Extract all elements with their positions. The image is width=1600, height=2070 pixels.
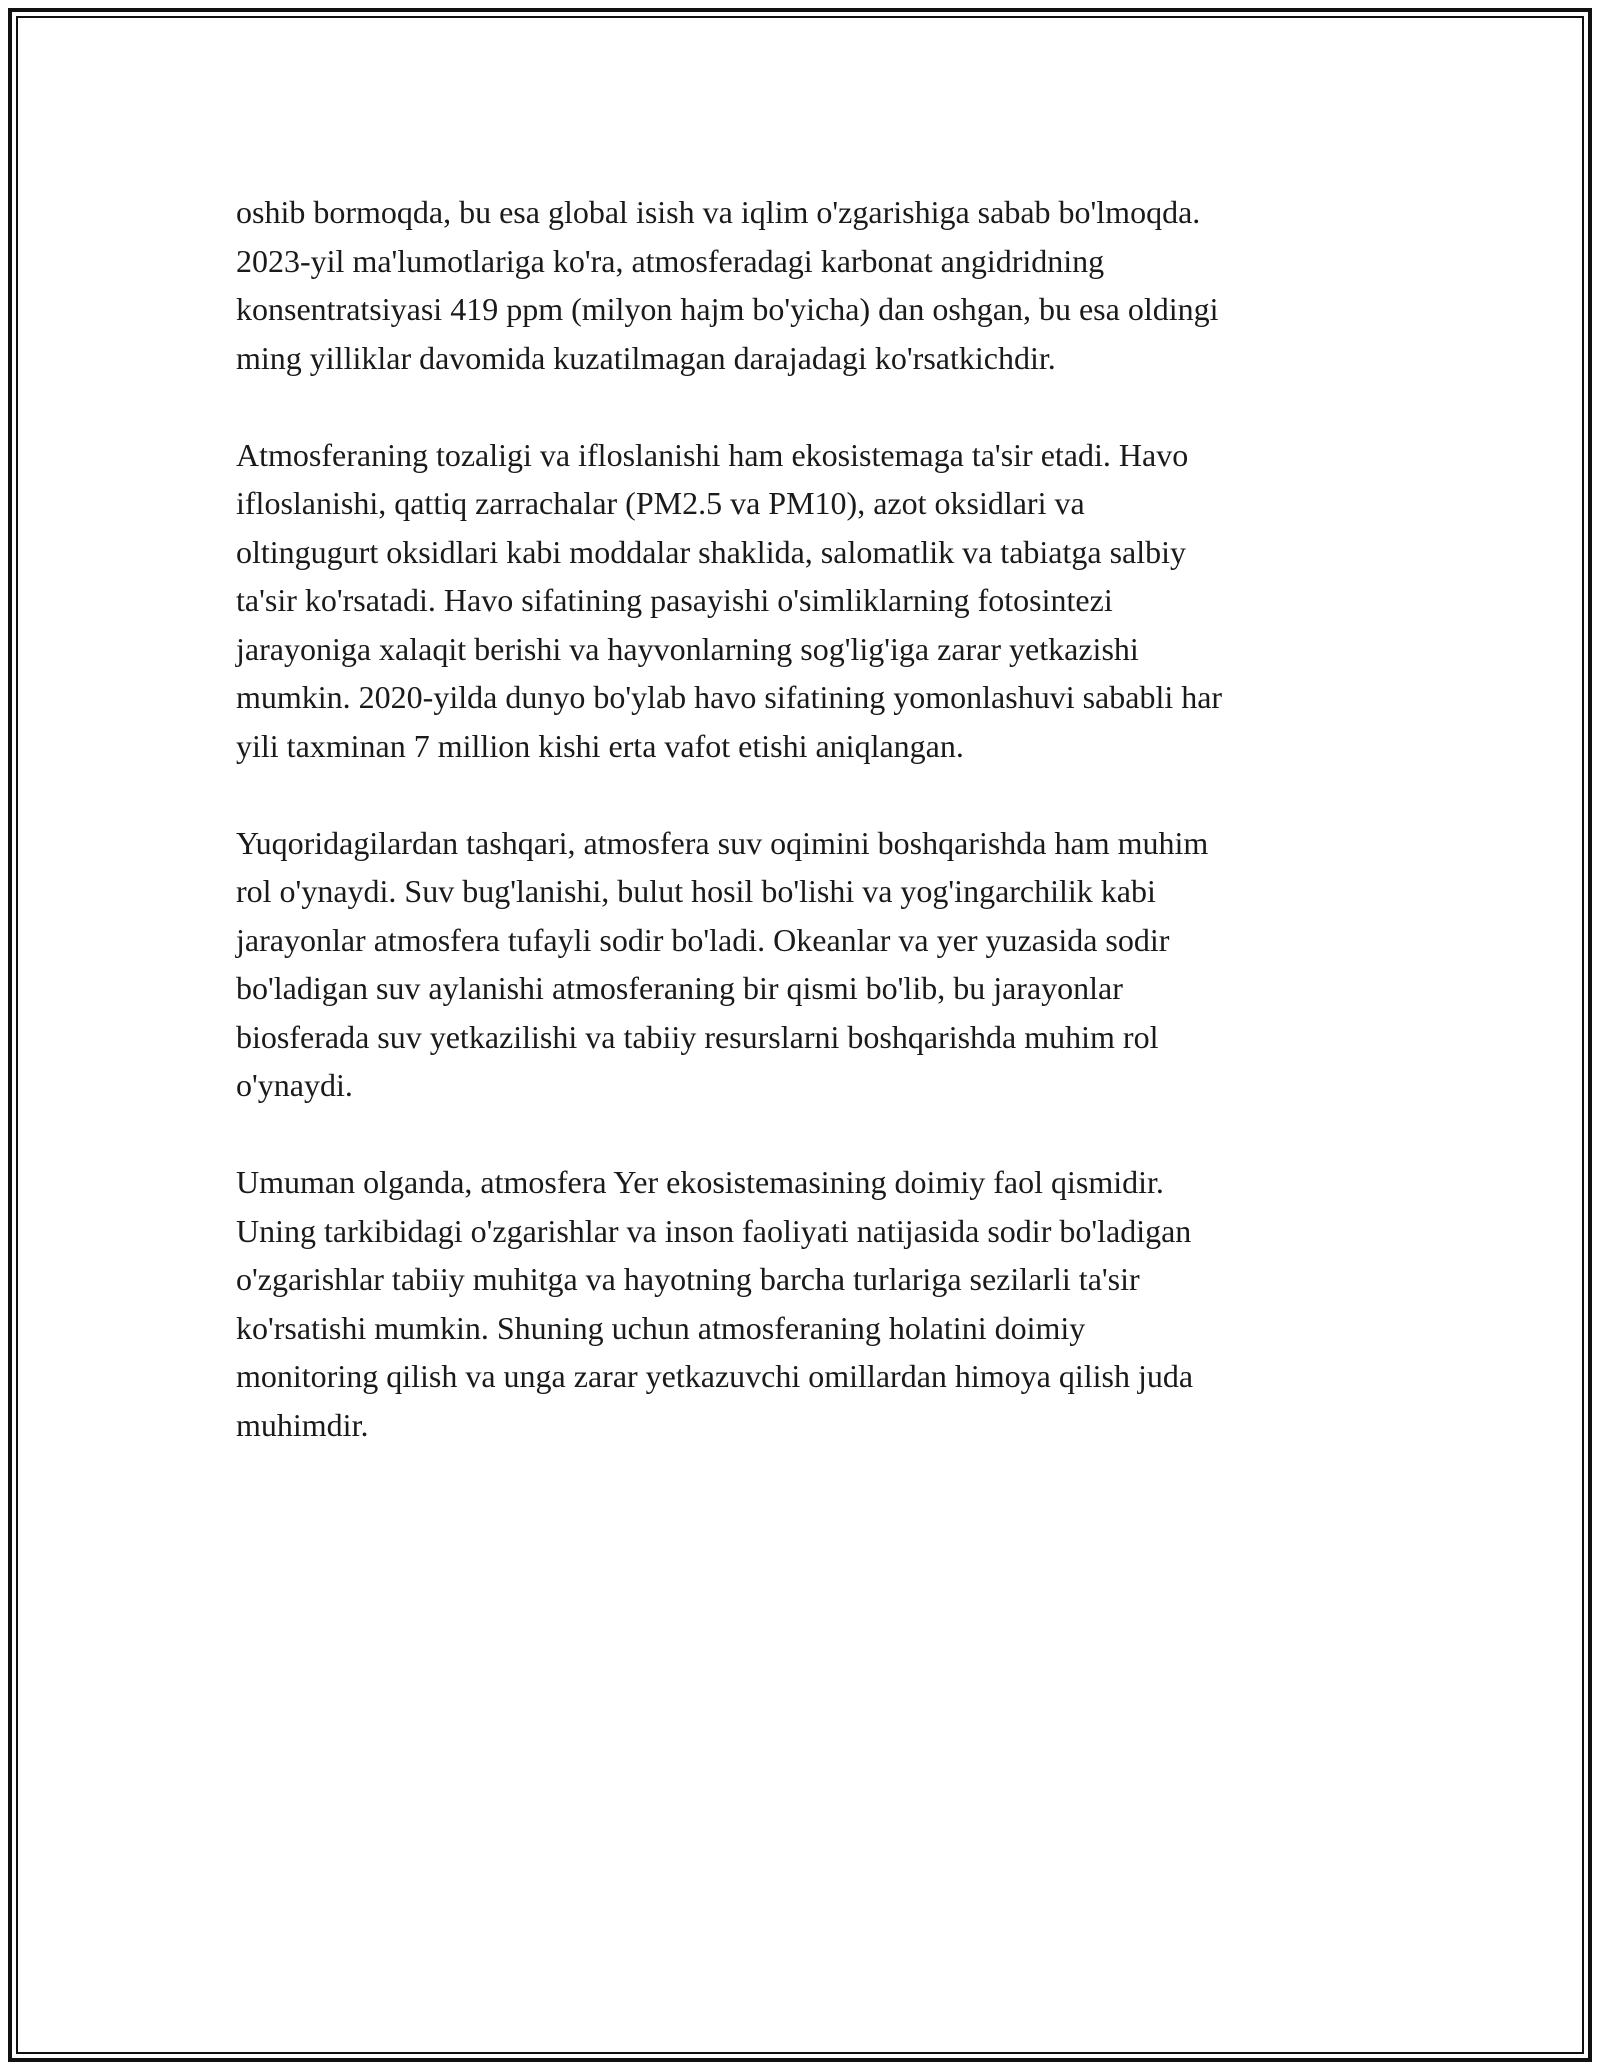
paragraph-water-cycle: Yuqoridagilardan tashqari, atmosfera suv oqimini boshqarishda ham muhim rol o'ynaydi. Suv bug'lanishi, bulut hosil bo'lishi va yog'ingarchilik kabi jarayonlar atmosfera tufayli sodir bo'ladi. Okeanlar va yer yuzasida sodir bo'ladigan suv aylanishi atmosferaning bir qismi bo'lib, bu jarayonlar biosferada suv yetkazilishi va tabiiy resurslarni boshqarishda muhim rol o'ynaydi. [236, 824, 1209, 1103]
document-body [236, 188, 1376, 1498]
paragraph-conclusion: Umuman olganda, atmosfera Yer ekosistemasining doimiy faol qismidir. Uning tarkibidagi o'zgarishlar va inson faoliyati natijasida sodir bo'ladigan o'zgarishlar tabiiy muhitga va hayotning barcha turlariga sezilarli ta'sir ko'rsatishi mumkin. Shuning uchun atmosferaning holatini doimiy monitoring qilish va unga zarar yetkazuvchi omillardan himoya qilish juda muhimdir. [236, 1164, 1194, 1443]
paragraph-air-pollution: Atmosferaning tozaligi va ifloslanishi ham ekosistemaga ta'sir etadi. Havo ifloslanishi, qattiq zarrachalar (PM2.5 va PM10), azot oksidlari va oltingugurt oksidlari kabi moddalar shaklida, salomatlik va tabiatga salbiy ta'sir ko'rsatadi. Havo sifatining pasayishi o'simliklarning fotosintezi jarayoniga xalaqit berishi va hayvonlarning sog'lig'iga zarar yetkazishi mumkin. 2020-yilda dunyo bo'ylab havo sifatining yomonlashuvi sababli har yili taxminan 7 million kishi erta vafot etishi aniqlangan. [236, 436, 1223, 764]
paragraph-co2-concentration: oshib bormoqda, bu esa global isish va iqlim o'zgarishiga sabab bo'lmoqda. 2023-yil ma'lumotlariga ko'ra, atmosferadagi karbonat angidridning konsentratsiyasi 419 ppm (milyon hajm bo'yicha) dan oshgan, bu esa oldingi ming yilliklar davomida kuzatilmagan darajadagi ko'rsatkichdir. [236, 194, 1219, 376]
